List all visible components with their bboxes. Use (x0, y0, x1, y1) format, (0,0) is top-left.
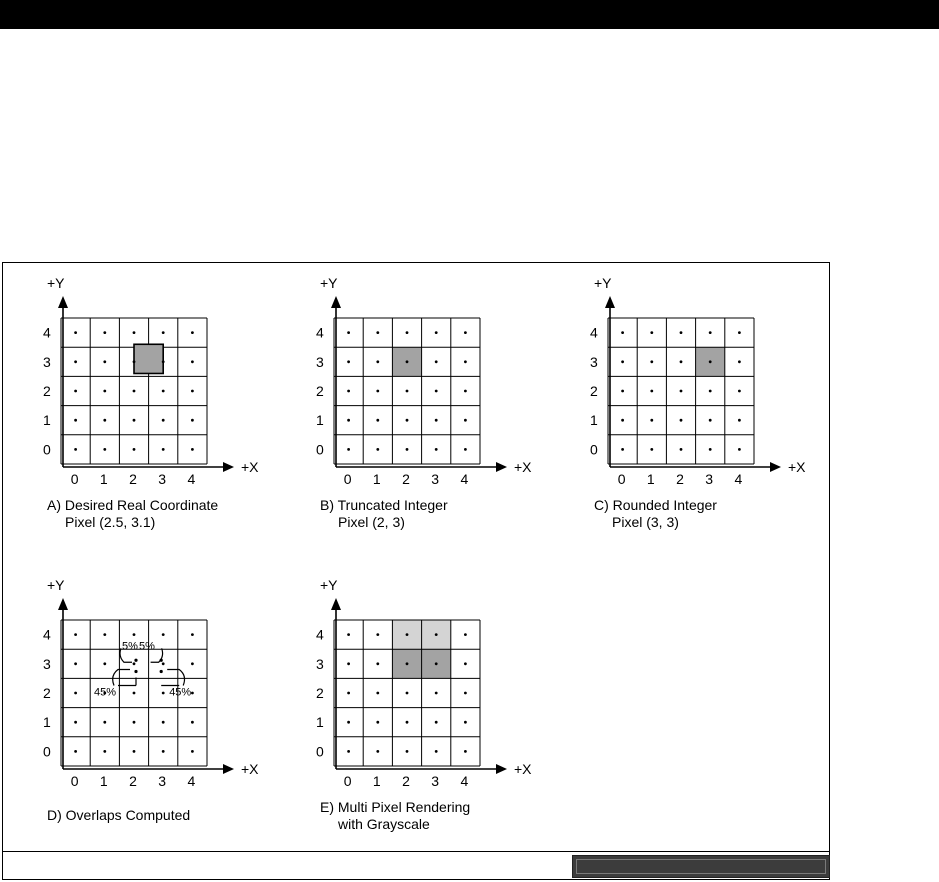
y-axis-arrow-icon (58, 296, 68, 308)
pixel-center-dot (162, 633, 165, 636)
pixel-center-dot (376, 662, 379, 665)
pixel-center-dot (347, 662, 350, 665)
pixel-center-dot (435, 419, 438, 422)
pixel-center-dot (406, 721, 409, 724)
y-tick-label: 4 (590, 324, 598, 341)
pixel-center-dot (376, 633, 379, 636)
x-tick-label: 4 (734, 471, 743, 487)
x-tick-label: 4 (460, 471, 469, 487)
panel-caption: E) Multi Pixel Rendering (320, 799, 471, 815)
x-tick-label: 4 (187, 773, 196, 789)
x-tick-label: 1 (99, 471, 108, 487)
panel-caption: C) Rounded Integer (594, 497, 717, 513)
pixel-center-dot (738, 448, 741, 451)
pixel-center-dot (133, 360, 136, 363)
pixel-center-dot (191, 448, 194, 451)
pixel-center-dot (738, 390, 741, 393)
pixel-center-dot (435, 662, 438, 665)
pixel-center-dot (103, 721, 106, 724)
pixel-center-dot (680, 360, 683, 363)
pixel-center-dot (435, 633, 438, 636)
y-tick-label: 2 (43, 685, 51, 701)
pixel-center-dot (74, 419, 77, 422)
pixel-center-dot (435, 390, 438, 393)
y-axis-arrow-icon (605, 296, 615, 308)
pixel-center-dot (709, 448, 712, 451)
pixel-center-dot (191, 721, 194, 724)
overlap-corner-dot (160, 670, 163, 673)
pixel-center-dot (74, 633, 77, 636)
x-axis-arrow-icon (770, 462, 781, 472)
pixel-center-dot (650, 419, 653, 422)
y-axis-label: +Y (320, 577, 338, 593)
x-tick-label: 0 (343, 773, 352, 789)
overlap-bracket (167, 669, 184, 685)
x-tick-label: 2 (129, 471, 137, 487)
pixel-center-dot (406, 419, 409, 422)
pixel-center-dot (191, 633, 194, 636)
pixel-center-dot (376, 750, 379, 753)
pixel-center-dot (347, 331, 350, 334)
pixel-center-dot (464, 331, 467, 334)
pixel-center-dot (103, 448, 106, 451)
pixel-center-dot (621, 448, 624, 451)
pixel-center-dot (464, 360, 467, 363)
x-tick-label: 3 (705, 471, 714, 487)
panel-caption-line2: with Grayscale (338, 816, 430, 832)
real-coordinate-pixel (134, 344, 163, 373)
panel-b (316, 275, 532, 530)
pixel-center-dot (621, 390, 624, 393)
pixel-center-dot (621, 419, 624, 422)
pixel-center-dot (738, 419, 741, 422)
pixel-center-dot (133, 721, 136, 724)
pixel-center-dot (376, 331, 379, 334)
y-tick-label: 0 (316, 441, 324, 458)
y-axis-label: +Y (594, 275, 612, 291)
pixel-center-dot (406, 360, 409, 363)
pixel-center-dot (191, 419, 194, 422)
overlap-percent-label: 5% (122, 640, 138, 653)
y-tick-label: 2 (43, 383, 51, 399)
pixel-center-dot (133, 419, 136, 422)
pixel-center-dot (464, 721, 467, 724)
y-tick-label: 1 (316, 714, 324, 731)
overlap-corner-dot (160, 659, 163, 662)
x-axis-arrow-icon (223, 764, 234, 774)
pixel-center-dot (435, 360, 438, 363)
pixel-center-dot (74, 721, 77, 724)
pixel-center-dot (347, 390, 350, 393)
pixel-center-dot (133, 633, 136, 636)
pixel-center-dot (435, 448, 438, 451)
y-tick-label: 0 (316, 743, 324, 760)
panel-caption: B) Truncated Integer (320, 497, 448, 513)
y-axis-label: +Y (320, 275, 338, 291)
pixel-center-dot (650, 390, 653, 393)
pixel-center-dot (133, 750, 136, 753)
panel-caption: D) Overlaps Computed (47, 807, 191, 823)
pixel-center-dot (103, 633, 106, 636)
pixel-center-dot (435, 750, 438, 753)
x-tick-label: 4 (187, 471, 196, 487)
pixel-center-dot (709, 360, 712, 363)
y-axis-arrow-icon (331, 296, 341, 308)
pixel-center-dot (191, 692, 194, 695)
pixel-center-dot (162, 360, 165, 363)
x-tick-label: 2 (676, 471, 684, 487)
pixel-center-dot (680, 390, 683, 393)
pixel-center-dot (680, 331, 683, 334)
pixel-center-dot (621, 331, 624, 334)
pixel-center-dot (133, 692, 136, 695)
y-tick-label: 3 (316, 655, 324, 672)
x-axis-arrow-icon (496, 462, 507, 472)
pixel-center-dot (103, 390, 106, 393)
panel-caption-line2: Pixel (3, 3) (612, 514, 679, 530)
x-axis-label: +X (514, 459, 532, 475)
y-tick-label: 4 (43, 324, 51, 341)
pixel-center-dot (103, 360, 106, 363)
y-tick-label: 1 (316, 412, 324, 429)
x-tick-label: 0 (343, 471, 352, 487)
pixel-center-dot (103, 662, 106, 665)
pixel-center-dot (162, 331, 165, 334)
x-tick-label: 0 (70, 471, 79, 487)
x-axis-arrow-icon (223, 462, 234, 472)
y-tick-label: 3 (43, 353, 51, 370)
pixel-center-dot (162, 390, 165, 393)
pixel-center-dot (406, 662, 409, 665)
pixel-center-dot (191, 750, 194, 753)
pixel-center-dot (650, 360, 653, 363)
pixel-center-dot (74, 331, 77, 334)
pixel-center-dot (680, 419, 683, 422)
pixel-center-dot (162, 419, 165, 422)
pixel-center-dot (738, 360, 741, 363)
pixel-center-dot (709, 390, 712, 393)
x-tick-label: 2 (129, 773, 137, 789)
y-tick-label: 0 (43, 743, 51, 760)
panel-a (43, 275, 259, 530)
x-tick-label: 0 (617, 471, 626, 487)
pixel-center-dot (103, 419, 106, 422)
pixel-center-dot (464, 448, 467, 451)
pixel-center-dot (347, 750, 350, 753)
pixel-center-dot (74, 692, 77, 695)
x-tick-label: 1 (99, 773, 108, 789)
pixel-center-dot (621, 360, 624, 363)
y-tick-label: 0 (43, 441, 51, 458)
pixel-center-dot (74, 390, 77, 393)
panel-d (43, 577, 259, 823)
pixel-center-dot (191, 331, 194, 334)
pixel-center-dot (347, 633, 350, 636)
overlap-percent-label: 5% (139, 640, 155, 653)
pixel-center-dot (709, 419, 712, 422)
x-tick-label: 1 (372, 471, 381, 487)
pixel-center-dot (406, 331, 409, 334)
y-tick-label: 3 (43, 655, 51, 672)
y-axis-arrow-icon (331, 598, 341, 610)
y-tick-label: 2 (316, 383, 324, 399)
pixel-center-dot (103, 331, 106, 334)
x-axis-label: +X (514, 761, 532, 777)
panel-caption-line2: Pixel (2, 3) (338, 514, 405, 530)
pixel-center-dot (435, 331, 438, 334)
pixel-center-dot (191, 360, 194, 363)
overlap-percent-label: 45% (169, 686, 192, 699)
y-tick-label: 3 (590, 353, 598, 370)
pixel-center-dot (376, 692, 379, 695)
pixel-center-dot (680, 448, 683, 451)
x-tick-label: 0 (70, 773, 79, 789)
pixel-center-dot (376, 390, 379, 393)
y-tick-label: 2 (590, 383, 598, 399)
pixel-center-dot (347, 448, 350, 451)
pixel-center-dot (191, 662, 194, 665)
panel-caption-line2: Pixel (2.5, 3.1) (65, 514, 156, 530)
x-axis-label: +X (241, 761, 259, 777)
y-tick-label: 2 (316, 685, 324, 701)
pixel-center-dot (406, 448, 409, 451)
y-tick-label: 4 (316, 626, 324, 643)
pixel-center-dot (376, 448, 379, 451)
pixel-center-dot (347, 360, 350, 363)
pixel-center-dot (133, 448, 136, 451)
pixel-center-dot (162, 750, 165, 753)
pixel-center-dot (347, 721, 350, 724)
pixel-center-dot (406, 633, 409, 636)
y-tick-label: 3 (316, 353, 324, 370)
y-tick-label: 1 (43, 714, 51, 731)
pixel-center-dot (162, 721, 165, 724)
overlap-corner-dot (134, 659, 137, 662)
pixel-center-dot (376, 721, 379, 724)
x-tick-label: 3 (158, 773, 167, 789)
overlap-corner-dot (134, 670, 137, 673)
x-tick-label: 3 (158, 471, 167, 487)
x-tick-label: 3 (431, 773, 440, 789)
pixel-center-dot (133, 662, 136, 665)
pixel-center-dot (376, 419, 379, 422)
pixel-center-dot (650, 331, 653, 334)
panel-c (590, 275, 806, 530)
y-tick-label: 4 (43, 626, 51, 643)
y-tick-label: 1 (590, 412, 598, 429)
x-tick-label: 1 (372, 773, 381, 789)
pixel-center-dot (406, 390, 409, 393)
panel-e (316, 577, 532, 832)
pixel-center-dot (162, 662, 165, 665)
y-axis-arrow-icon (58, 598, 68, 610)
overlap-percent-label: 45% (94, 686, 117, 699)
pixel-center-dot (464, 692, 467, 695)
pixel-center-dot (406, 692, 409, 695)
panel-caption: A) Desired Real Coordinate (47, 497, 219, 513)
pixel-center-dot (347, 419, 350, 422)
x-tick-label: 2 (402, 471, 410, 487)
y-tick-label: 4 (316, 324, 324, 341)
pixel-center-dot (650, 448, 653, 451)
y-axis-label: +Y (47, 577, 65, 593)
pixel-center-dot (464, 419, 467, 422)
x-tick-label: 3 (431, 471, 440, 487)
x-tick-label: 1 (646, 471, 655, 487)
pixel-center-dot (162, 448, 165, 451)
x-axis-arrow-icon (496, 764, 507, 774)
pixel-center-dot (74, 448, 77, 451)
pixel-center-dot (74, 750, 77, 753)
y-axis-label: +Y (47, 275, 65, 291)
pixel-center-dot (74, 662, 77, 665)
pixel-center-dot (464, 750, 467, 753)
pixel-center-dot (74, 360, 77, 363)
pixel-center-dot (376, 360, 379, 363)
x-axis-label: +X (241, 459, 259, 475)
pixel-center-dot (464, 390, 467, 393)
pixel-center-dot (464, 662, 467, 665)
pixel-center-dot (738, 331, 741, 334)
y-tick-label: 1 (43, 412, 51, 429)
y-tick-label: 0 (590, 441, 598, 458)
pixel-center-dot (191, 390, 194, 393)
pixel-center-dot (435, 692, 438, 695)
pixel-center-dot (709, 331, 712, 334)
overlap-bracket (113, 669, 130, 685)
pixel-center-dot (435, 721, 438, 724)
pixel-center-dot (162, 692, 165, 695)
pixel-center-dot (347, 692, 350, 695)
pixel-center-dot (406, 750, 409, 753)
pixel-center-dot (133, 390, 136, 393)
x-tick-label: 2 (402, 773, 410, 789)
pixel-center-dot (464, 633, 467, 636)
pixel-center-dot (133, 331, 136, 334)
x-axis-label: +X (788, 459, 806, 475)
pixel-center-dot (103, 750, 106, 753)
x-tick-label: 4 (460, 773, 469, 789)
